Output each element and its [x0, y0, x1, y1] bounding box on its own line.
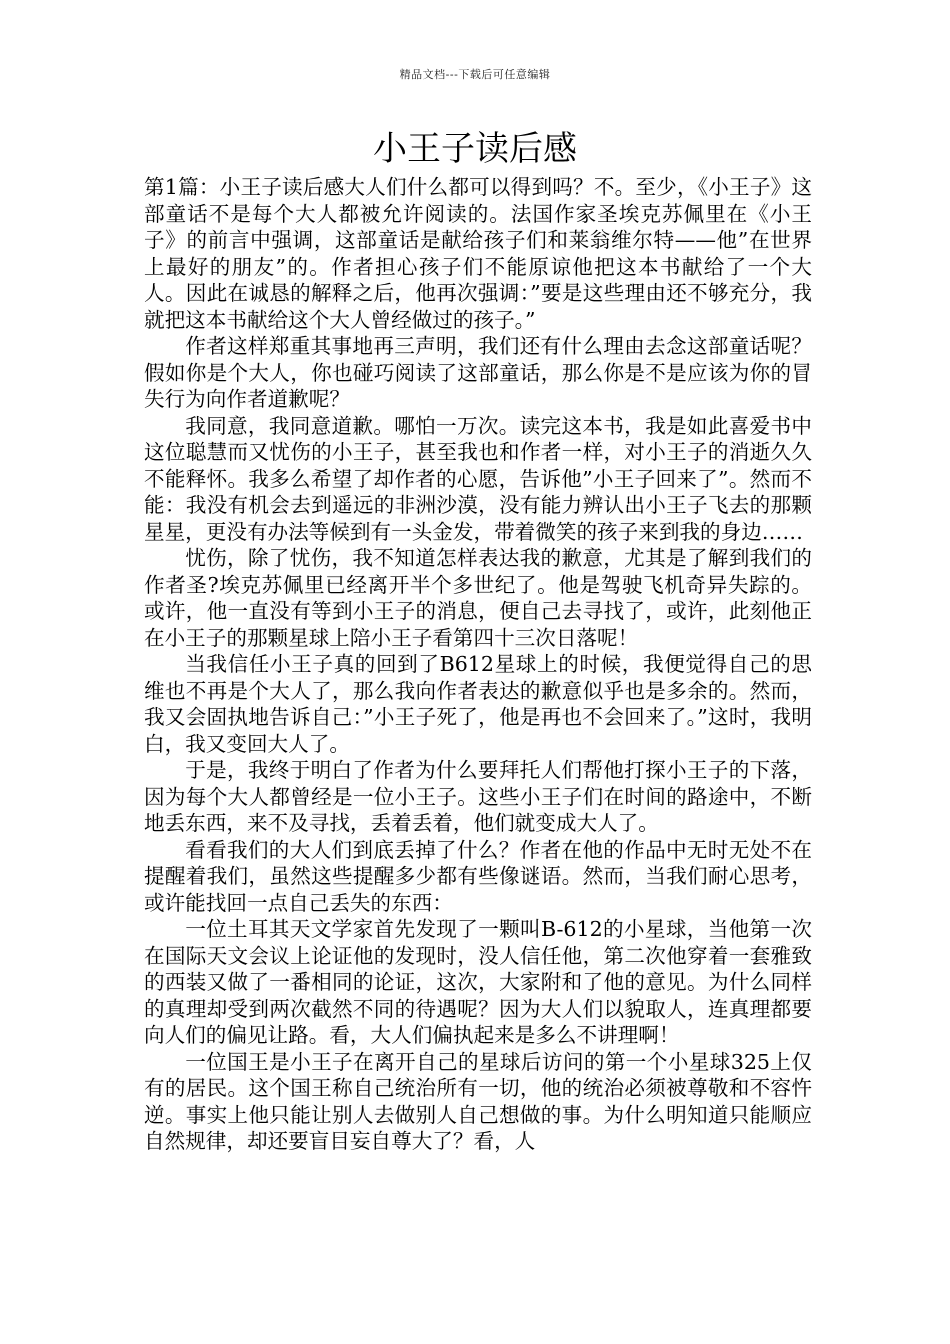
- paragraph-2: 作者这样郑重其事地再三声明，我们还有什么理由去念这部童话呢？假如你是个大人，你也碰巧阅读了这部童话，那么你是不是应该为你的冒失行为向作者道歉呢？: [144, 334, 812, 411]
- paragraph-4: 忧伤，除了忧伤，我不知道怎样表达我的歉意，尤其是了解到我们的作者圣?埃克苏佩里已经离开半个多世纪了。他是驾驶飞机奇异失踪的。或许，他一直没有等到小王子的消息，便自己去寻找了，或许，此刻他正在小王子的那颗星球上陪小王子看第四十三次日落呢！: [144, 546, 812, 650]
- paragraph-7: 看看我们的大人们到底丢掉了什么？作者在他的作品中无时无处不在提醒着我们，虽然这些提醒多少都有些像谜语。然而，当我们耐心思考，或许能找回一点自己丢失的东西：: [144, 837, 812, 915]
- paragraph-5: 当我信任小王子真的回到了B612星球上的时候，我便觉得自己的思维也不再是个大人了，那么我向作者表达的歉意似乎也是多余的。然而，我又会固执地告诉自己：”小王子死了，他是再也不会回来了。”这时，我明白，我又变回大人了。: [144, 652, 812, 756]
- document-body: [144, 174, 812, 1155]
- paragraph-3: 我同意，我同意道歉。哪怕一万次。读完这本书，我是如此喜爱书中这位聪慧而又忧伤的小王子，甚至我也和作者一样，对小王子的消逝久久不能释怀。我多么希望了却作者的心愿，告诉他”小王子回来了”。然而不能：我没有机会去到遥远的非洲沙漠，没有能力辨认出小王子飞去的那颗星星，更没有办法等候到有一头金发，带着微笑的孩子来到我的身边……: [144, 413, 812, 544]
- document-title: 小王子读后感: [373, 129, 577, 169]
- paragraph-9: 一位国王是小王子在离开自己的星球后访问的第一个小星球325上仅有的居民。这个国王称自己统治所有一切，他的统治必须被尊敬和不容忤逆。事实上他只能让别人去做别人自己想做的事。为什么明知道只能顺应自然规律，却还要盲目妄自尊大了？看，人: [144, 1049, 812, 1153]
- paragraph-1: 第1篇：小王子读后感大人们什么都可以得到吗？不。至少，《小王子》这部童话不是每个大人都被允许阅读的。法国作家圣埃克苏佩里在《小王子》的前言中强调，这部童话是献给孩子们和莱翁维尔特——他”在世界上最好的朋友”的。作者担心孩子们不能原谅他把这本书献给了一个大人。因此在诚恳的解释之后，他再次强调：”要是这些理由还不够充分，我就把这本书献给这个大人曾经做过的孩子。”: [144, 175, 812, 332]
- paragraph-8: 一位土耳其天文学家首先发现了一颗叫B-612的小星球，当他第一次在国际天文会议上论证他的发现时，没人信任他，第二次他穿着一套雅致的西装又做了一番相同的论证，这次，大家附和了他的意见。为什么同样的真理却受到两次截然不同的待遇呢？因为大人们以貌取人，连真理都要向人们的偏见让路。看，大人们偏执起来是多么不讲理啊！: [144, 917, 812, 1047]
- paragraph-6: 于是，我终于明白了作者为什么要拜托人们帮他打探小王子的下落，因为每个大人都曾经是一位小王子。这些小王子们在时间的路途中，不断地丢东西，来不及寻找，丢着丢着，他们就变成大人了。: [144, 758, 812, 835]
- header-note: 精品文档---下载后可任意编辑: [399, 68, 551, 81]
